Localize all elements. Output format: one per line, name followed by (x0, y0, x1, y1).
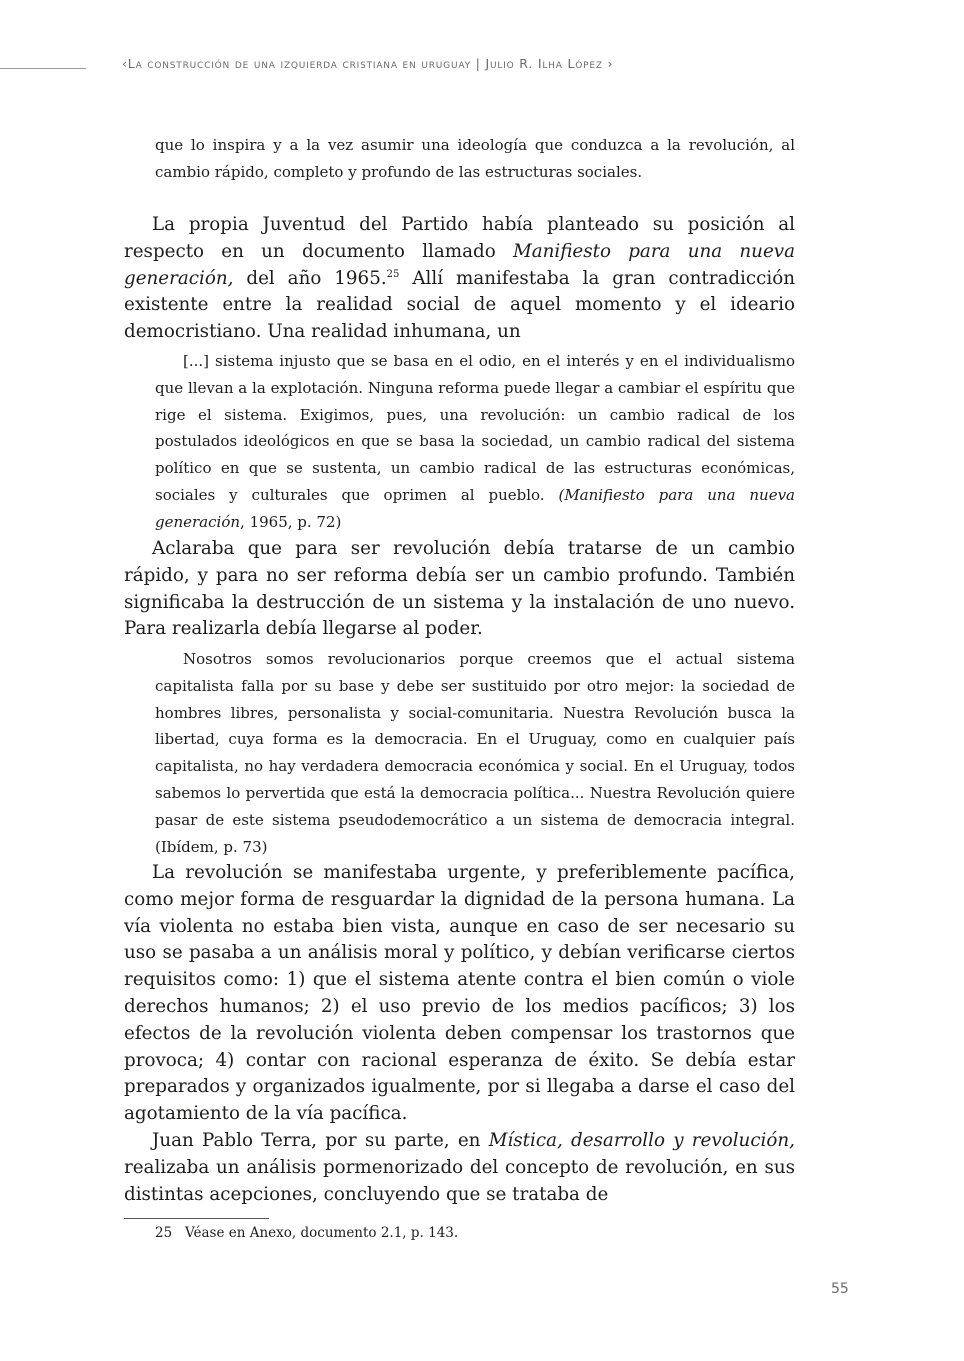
footnote-rule (124, 1218, 269, 1219)
paragraph-text-part: La propia Juventud del Partido había planteado su posición al respecto en un documento llamado (124, 214, 795, 262)
footnote-number: 25 (155, 1225, 173, 1241)
quote-text: Nosotros somos revolucionarios porque creemos que el actual sistema capitalista falla por su base y debe ser sustituido por otro mejor: la sociedad de hombres libres, personalista y social-comunitaria. Nuestra Revolución busca la libertad, cuya forma es la democracia. En el Uruguay, como en cualquier país capitalista, no hay verdadera democracia económica y social. En el Uruguay, todos sabemos lo pervertida que está la democracia política... Nuestra Revolución quiere pasar de este sistema pseudodemocrático a un sistema de democracia integral. (Ibídem, p. 73) (155, 650, 795, 856)
footnote-reference[interactable]: 25 (386, 268, 400, 280)
quote-citation-title: (Manifiesto para una nueva generación (155, 485, 795, 531)
document-title: Manifiesto para una nueva generación, (124, 240, 795, 289)
running-head-title: ‹La construcción de una izquierda cristiana en uruguay (122, 56, 471, 71)
page-number: 55 (831, 1281, 849, 1297)
running-head-author: Julio R. Ilha López › (485, 56, 614, 71)
quote-text (155, 348, 795, 536)
paragraph-text-part: Juan Pablo Terra, por su parte, en (152, 1129, 489, 1151)
footnote (155, 1223, 458, 1243)
body-paragraph-3 (124, 860, 795, 1208)
paragraph-text: Aclaraba que para ser revolución debía tratarse de un cambio rápido, y para no ser reforma debía ser un cambio profundo. También significaba la destrucción de un sistema y la instalación de uno nuevo. Para realizarla debía llegarse al poder. (124, 538, 795, 640)
paragraph-text-part: Allí manifestaba la gran contradicción existente entre la realidad social de aquel momento y el ideario democristiano. Una realidad inhumana, un (124, 267, 795, 343)
paragraph-text-part: del año 1965. (233, 267, 387, 289)
quote-text-part: [...] sistema injusto que se basa en el odio, en el interés y en el individualismo que llevan a la explotación. Ninguna reforma puede llegar a cambiar el espíritu que rige el sistema. Exigimos, pues, una revolución: un cambio radical de los postulados ideológicos en que se basa la sociedad, un cambio radical del sistema político en que se sustenta, un cambio radical de las estructuras económicas, sociales y culturales que oprimen al pueblo. (155, 352, 795, 504)
footnote-text: Véase en Anexo, documento 2.1, p. 143. (185, 1225, 459, 1241)
body-paragraph-2 (124, 536, 795, 643)
paragraph-text (124, 1128, 795, 1208)
running-head (122, 56, 613, 71)
quote-citation-rest: , 1965, p. 72) (240, 512, 342, 531)
body-paragraph-1 (124, 212, 795, 346)
block-quote-2 (155, 646, 795, 860)
block-quote-1 (155, 348, 795, 536)
header-rule (0, 68, 86, 69)
quote-text: que lo inspira y a la vez asumir una ideología que conduzca a la revolución, al cambio rápido, completo y profundo de las estructuras sociales. (155, 136, 795, 181)
running-head-separator: | (470, 56, 486, 71)
block-quote-continued (155, 132, 795, 186)
paragraph-text (124, 212, 795, 346)
paragraph-text-part: realizaba un análisis pormenorizado del concepto de revolución, en sus distintas acepciones, concluyendo que se trataba de (124, 1156, 795, 1205)
paragraph-text: La revolución se manifestaba urgente, y preferiblemente pacífica, como mejor forma de resguardar la dignidad de la persona humana. La vía violenta no estaba bien vista, aunque en caso de ser necesario su uso se pasaba a un análisis moral y político, y debían verificarse ciertos requisitos como: 1) que el sistema atente contra el bien común o viole derechos humanos; 2) el uso previo de los medios pacíficos; 3) los efectos de la revolución violenta deben compensar los trastornos que provoca; 4) contar con racional esperanza de éxito. Se debía estar preparados y organizados igualmente, por si llegaba a darse el caso del agotamiento de la vía pacífica. (124, 862, 795, 1125)
book-title: Mística, desarrollo y revolución, (488, 1129, 795, 1151)
